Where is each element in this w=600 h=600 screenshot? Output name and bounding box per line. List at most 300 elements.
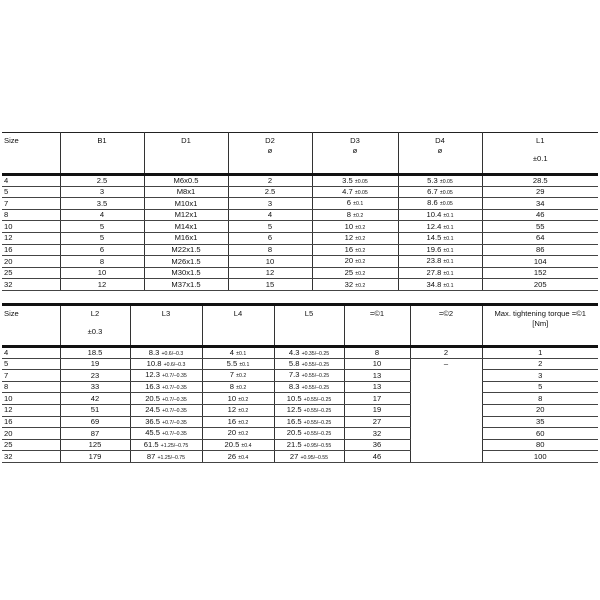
table-cell <box>344 393 410 405</box>
table-cell <box>344 404 410 416</box>
table-cell <box>312 186 398 198</box>
cell-value: 12 <box>4 233 13 243</box>
col-header-l1: L1 ±0.1 <box>482 133 598 175</box>
table-cell <box>2 175 60 187</box>
cell-value: 36.5 <box>145 416 160 426</box>
cell-value: 10 <box>265 256 275 266</box>
table-cell <box>60 451 130 463</box>
table-cell <box>274 416 344 428</box>
tolerance-value: ±0.2 <box>355 236 366 243</box>
table-cell <box>482 279 598 291</box>
table-cell <box>482 439 598 451</box>
table-cell <box>130 358 202 370</box>
cell-value: 20 <box>536 405 545 415</box>
cell-value: 10 <box>4 393 13 403</box>
table-cell <box>130 451 202 463</box>
table-cell <box>344 370 410 382</box>
tolerance-value: ±0.2 <box>355 282 366 289</box>
cell-value: 20.5 <box>286 428 302 438</box>
table-row <box>2 347 598 359</box>
table-cell <box>410 393 482 405</box>
tolerance-value: ±0.05 <box>439 178 453 185</box>
table-cell <box>228 221 312 233</box>
cell-value: 8 <box>4 382 9 392</box>
tolerance-value: +0.7/–0.35 <box>162 373 187 380</box>
cell-value: M22x1.5 <box>171 245 201 255</box>
col-header-l2: L2 ±0.3 <box>60 305 130 347</box>
cell-value: 25 <box>4 440 13 450</box>
cell-value: 10.8 <box>146 358 162 368</box>
cell-value: 8 <box>374 348 380 357</box>
tolerance-value: ±0.05 <box>439 201 453 208</box>
cell-value: 125 <box>88 440 102 450</box>
table-cell <box>274 404 344 416</box>
col-header-size: Size <box>4 309 19 318</box>
table-cell <box>202 439 274 451</box>
cell-value: 1 <box>538 348 543 357</box>
table-cell <box>312 267 398 279</box>
cell-value: 15 <box>265 279 275 289</box>
cell-value: 86 <box>536 245 545 255</box>
table-cell <box>410 428 482 440</box>
tolerance-value: ±0.4 <box>241 442 252 449</box>
cell-value: 16.3 <box>145 381 160 391</box>
table-row <box>2 244 598 256</box>
table2-body <box>2 347 598 463</box>
cell-value: 20 <box>227 428 237 438</box>
cell-value: 55 <box>536 221 545 231</box>
tolerance-value: ±0.2 <box>238 408 249 415</box>
cell-value: 28.5 <box>532 176 548 185</box>
table-cell <box>344 428 410 440</box>
unit-label: [Nm] <box>532 318 549 328</box>
table-cell <box>344 358 410 370</box>
tolerance-value: ±0.1 <box>353 201 364 208</box>
table-cell <box>2 451 60 463</box>
table-cell <box>202 404 274 416</box>
table-cell <box>398 244 482 256</box>
tolerance-value: +0.55/–0.25 <box>303 396 332 403</box>
table-cell <box>410 381 482 393</box>
table-cell <box>60 209 144 221</box>
table-cell <box>410 358 482 370</box>
table-cell <box>482 209 598 221</box>
tolerance-value: ±0.2 <box>238 396 249 403</box>
tolerance-value: ±0.4 <box>238 454 249 461</box>
cell-value: 8.3 <box>288 381 300 391</box>
cell-value: 10 <box>227 393 237 403</box>
cell-value: 10 <box>4 221 13 231</box>
table-cell <box>60 404 130 416</box>
table-cell <box>274 370 344 382</box>
table-cell <box>344 416 410 428</box>
table-cell <box>482 451 598 463</box>
table-cell <box>398 221 482 233</box>
table-cell <box>2 404 60 416</box>
cell-value: 32 <box>344 279 354 289</box>
table-cell <box>144 232 228 244</box>
cell-value: M37x1.5 <box>171 279 201 289</box>
cell-value: 2.5 <box>96 176 108 185</box>
cell-value: 10 <box>344 221 354 231</box>
tolerance-value: ±0.1 <box>236 350 247 357</box>
table-cell <box>228 267 312 279</box>
tolerance-value: ±0.1 <box>443 212 454 219</box>
cell-value: 10.4 <box>426 209 442 219</box>
cell-value: 2 <box>443 348 449 357</box>
cell-value: 205 <box>533 279 547 289</box>
table-cell <box>60 358 130 370</box>
table-cell <box>202 381 274 393</box>
table-cell <box>60 232 144 244</box>
table-cell <box>130 439 202 451</box>
table-cell <box>482 221 598 233</box>
table-row <box>2 279 598 291</box>
table-cell <box>228 186 312 198</box>
table-cell <box>274 451 344 463</box>
tolerance-value: +0.7/–0.35 <box>162 419 187 426</box>
cell-value: 19 <box>372 405 382 415</box>
cell-value: 21.5 <box>286 439 302 449</box>
col-header-d2: D2 ø <box>228 133 312 175</box>
tolerance-value: +0.55/–0.25 <box>303 419 332 426</box>
table-cell <box>202 358 274 370</box>
table-cell <box>482 267 598 279</box>
cell-value: 32 <box>4 279 13 289</box>
table-row <box>2 221 598 233</box>
cell-value: 13 <box>372 382 382 392</box>
table-cell <box>274 439 344 451</box>
table-row <box>2 370 598 382</box>
cell-value: 5 <box>267 221 273 231</box>
table-cell <box>398 256 482 268</box>
table-cell <box>130 381 202 393</box>
table-cell <box>410 370 482 382</box>
tolerance-value: +0.6/–0.3 <box>161 350 184 357</box>
cell-value: 16 <box>4 417 13 427</box>
tolerance-value: +0.55/–0.25 <box>301 361 330 368</box>
table1-header-row <box>2 133 598 175</box>
table-cell <box>2 428 60 440</box>
cell-value: 17 <box>372 393 382 403</box>
table-cell <box>228 175 312 187</box>
cell-value: 12 <box>97 279 107 289</box>
tolerance-value: +0.7/–0.35 <box>162 384 187 391</box>
cell-value: 12.3 <box>145 370 160 380</box>
tolerance-value: +0.7/–0.35 <box>162 396 187 403</box>
table-cell <box>144 175 228 187</box>
cell-value: 60 <box>536 428 545 438</box>
tolerance-value: ±0.2 <box>236 373 247 380</box>
cell-value: 13 <box>372 370 382 380</box>
tolerance-value: ±0.1 <box>239 361 250 368</box>
table-cell <box>2 244 60 256</box>
cell-value: 34 <box>536 198 545 208</box>
cell-value: 69 <box>90 417 100 427</box>
tolerance-value: ±0.2 <box>236 384 247 391</box>
cell-value: 8 <box>99 256 105 266</box>
table-cell <box>60 393 130 405</box>
cell-value: 3 <box>267 198 273 208</box>
cell-value: 36 <box>372 440 382 450</box>
cell-value: 87 <box>90 428 100 438</box>
cell-value: 5 <box>99 233 105 243</box>
table-cell <box>2 198 60 210</box>
cell-value: 12.4 <box>426 221 442 231</box>
cell-value: 3.5 <box>342 175 353 185</box>
table-cell <box>482 428 598 440</box>
cell-value: 152 <box>533 268 547 278</box>
col-header-l5: L5 <box>274 305 344 347</box>
cell-value: 8 <box>4 210 9 220</box>
table-cell <box>312 256 398 268</box>
cell-value: 5.5 <box>226 358 238 368</box>
cell-value: M8x1 <box>176 187 196 197</box>
diameter-symbol: ø <box>352 145 358 155</box>
table-cell <box>2 439 60 451</box>
table-cell <box>228 256 312 268</box>
table-row <box>2 439 598 451</box>
table-cell <box>202 451 274 463</box>
cell-value: 33 <box>90 382 100 392</box>
cell-value: 51 <box>90 405 100 415</box>
table-cell <box>482 393 598 405</box>
table-cell <box>482 416 598 428</box>
tolerance-value: +1.25/–0.75 <box>157 454 186 461</box>
table-cell <box>482 370 598 382</box>
tolerance-value: +1.25/–0.75 <box>160 442 189 449</box>
tolerance-value: +0.55/–0.25 <box>303 408 332 415</box>
cell-value: 10.5 <box>286 393 302 403</box>
cell-value: 19.6 <box>426 244 442 254</box>
cell-value: 18.5 <box>87 348 103 357</box>
cell-value: 16 <box>227 416 237 426</box>
cell-value: – <box>443 359 449 369</box>
table-cell <box>482 198 598 210</box>
table-cell <box>60 347 130 359</box>
table-cell <box>202 347 274 359</box>
col-header-b1: B1 <box>60 133 144 175</box>
cell-value: 23.8 <box>426 256 442 266</box>
table-row <box>2 393 598 405</box>
cell-value: 80 <box>536 440 545 450</box>
table-cell <box>130 347 202 359</box>
cell-value: 23 <box>90 370 100 380</box>
tolerance-value: ±0.2 <box>353 212 364 219</box>
cell-value: M26x1.5 <box>171 256 201 266</box>
cell-value: M6x0.5 <box>173 176 199 185</box>
tolerance-value: ±0.2 <box>238 431 249 438</box>
cell-value: 6 <box>267 233 273 243</box>
table-cell <box>202 416 274 428</box>
table-cell <box>144 256 228 268</box>
cell-value: 3.5 <box>96 198 108 208</box>
cell-value: 12 <box>4 405 13 415</box>
cell-value: 104 <box>533 256 547 266</box>
cell-value: 34.8 <box>426 279 442 289</box>
table-cell <box>2 416 60 428</box>
cell-value: 10 <box>372 359 382 369</box>
table-cell <box>228 198 312 210</box>
cell-value: 6.7 <box>427 186 438 196</box>
table-cell <box>130 416 202 428</box>
cell-value: 26 <box>227 451 237 461</box>
cell-value: 46 <box>372 451 382 461</box>
cell-value: 8.6 <box>427 198 438 208</box>
cell-value: 8 <box>267 245 273 255</box>
table-row <box>2 186 598 198</box>
tolerance-value: ±0.05 <box>354 189 368 196</box>
cell-value: 2 <box>267 176 273 185</box>
diameter-symbol: ø <box>267 145 273 155</box>
table-row <box>2 267 598 279</box>
cell-value: 4.3 <box>288 347 300 357</box>
cell-value: 20.5 <box>224 439 240 449</box>
table-cell <box>202 370 274 382</box>
table-cell <box>312 279 398 291</box>
cell-value: 29 <box>536 187 545 197</box>
table-cell <box>274 347 344 359</box>
cell-value: 8.3 <box>148 347 160 357</box>
table-cell <box>2 221 60 233</box>
table-cell <box>144 244 228 256</box>
cell-value: 2 <box>538 359 543 369</box>
col-header-l3: L3 <box>130 305 202 347</box>
table-cell <box>482 244 598 256</box>
cell-value: 24.5 <box>145 405 160 415</box>
table-cell <box>2 267 60 279</box>
table-cell <box>312 209 398 221</box>
table-cell <box>274 381 344 393</box>
table-row <box>2 175 598 187</box>
table2-header-row <box>2 305 598 347</box>
table-row <box>2 209 598 221</box>
cell-value: 12 <box>227 405 237 415</box>
table-cell <box>144 221 228 233</box>
table-cell <box>2 279 60 291</box>
tolerance-value: +0.55/–0.25 <box>301 384 330 391</box>
table-cell <box>2 232 60 244</box>
table-cell <box>482 175 598 187</box>
table-cell <box>60 267 144 279</box>
cell-value: 7 <box>4 198 9 208</box>
dimensions-table-2 <box>2 303 598 463</box>
table-cell <box>60 198 144 210</box>
cell-value: 7 <box>229 370 235 380</box>
col-header-d1: D1 <box>144 133 228 175</box>
table-cell <box>60 186 144 198</box>
table-cell <box>398 186 482 198</box>
diameter-symbol: ø <box>437 145 443 155</box>
table-cell <box>60 416 130 428</box>
cell-value: 3 <box>99 187 105 197</box>
cell-value: 27 <box>372 417 382 427</box>
table-cell <box>398 209 482 221</box>
cell-value: 2.5 <box>264 187 276 197</box>
cell-value: 20 <box>344 256 354 266</box>
table-cell <box>60 381 130 393</box>
table-cell <box>398 279 482 291</box>
table-cell <box>60 256 144 268</box>
cell-value: 7 <box>4 370 9 380</box>
cell-value: 5 <box>538 382 543 392</box>
cell-value: M10x1 <box>174 198 198 208</box>
col-header-d3: D3 ø <box>312 133 398 175</box>
cell-value: 27.8 <box>426 267 442 277</box>
cell-value: 8 <box>229 381 235 391</box>
table-cell <box>410 347 482 359</box>
col-header-wrench-size-1: =©1 <box>344 305 410 347</box>
cell-value: 61.5 <box>143 439 159 449</box>
table-cell <box>274 393 344 405</box>
cell-value: 179 <box>88 451 102 461</box>
cell-value: 8 <box>346 209 352 219</box>
table-cell <box>60 221 144 233</box>
table-cell <box>344 347 410 359</box>
tolerance-value: +0.7/–0.35 <box>162 408 187 415</box>
cell-value: 4 <box>4 176 9 185</box>
table-cell <box>398 175 482 187</box>
table-cell <box>482 347 598 359</box>
table-cell <box>2 209 60 221</box>
table-cell <box>60 370 130 382</box>
tolerance-value: ±0.05 <box>354 178 368 185</box>
tolerance-value: +0.55/–0.25 <box>301 373 330 380</box>
cell-value: 25 <box>4 268 13 278</box>
table-cell <box>312 175 398 187</box>
cell-value: 4.7 <box>342 186 353 196</box>
table-cell <box>144 198 228 210</box>
table-cell <box>2 256 60 268</box>
table-cell <box>274 358 344 370</box>
cell-value: 5 <box>4 359 9 369</box>
table-cell <box>312 221 398 233</box>
table-row <box>2 404 598 416</box>
table-cell <box>482 404 598 416</box>
table-cell <box>2 393 60 405</box>
table-cell <box>482 358 598 370</box>
table-cell <box>202 428 274 440</box>
table-cell <box>344 381 410 393</box>
cell-value: 87 <box>146 451 156 461</box>
table-cell <box>482 232 598 244</box>
cell-value: 20 <box>4 428 13 438</box>
tolerance-value: +0.95/–0.55 <box>300 454 329 461</box>
cell-value: 10 <box>97 268 107 278</box>
cell-value: 6 <box>346 198 352 208</box>
table-cell <box>344 439 410 451</box>
table-row <box>2 256 598 268</box>
cell-value: 46 <box>536 210 545 220</box>
tolerance-value: +0.6/–0.3 <box>163 361 186 368</box>
tolerance-value: ±0.2 <box>238 419 249 426</box>
cell-value: 5.8 <box>288 358 300 368</box>
table-cell <box>202 393 274 405</box>
table-cell <box>398 232 482 244</box>
table-cell <box>344 451 410 463</box>
cell-value: 5 <box>99 221 105 231</box>
table-row <box>2 428 598 440</box>
table-cell <box>2 370 60 382</box>
cell-value: 32 <box>4 451 13 461</box>
col-header-max-torque: Max. tightening torque =©1 [Nm] <box>482 305 598 347</box>
tolerance-label: ±0.3 <box>87 326 103 336</box>
table-cell <box>228 279 312 291</box>
tolerance-value: ±0.1 <box>443 259 454 266</box>
cell-value: 4 <box>267 210 273 220</box>
tolerance-label: ±0.1 <box>532 153 548 163</box>
cell-value: 32 <box>372 428 382 438</box>
